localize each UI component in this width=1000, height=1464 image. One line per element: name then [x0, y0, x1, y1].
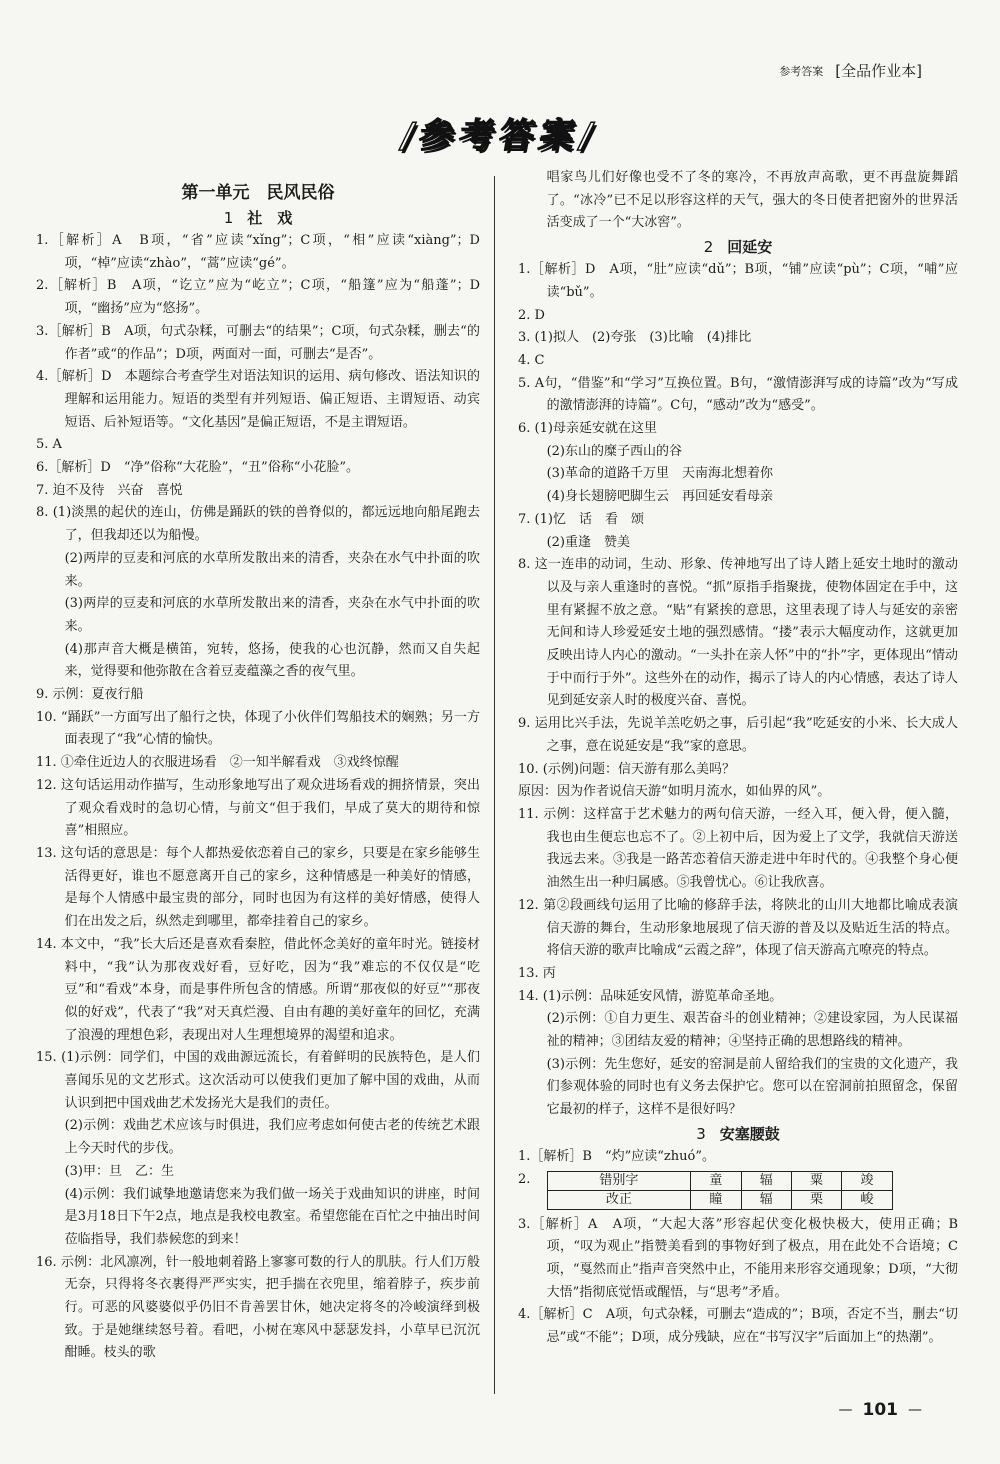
running-header — [779, 60, 922, 81]
answer-continued: 唱家鸟儿们好像也受不了冬的寒冷，不再放声高歌，更不再盘旋舞蹈了。“冰冷”已不足以形容这样的天气，强大的冬日使者把窗外的世界活活变成了一个“大冰窖”。 — [546, 170, 958, 231]
answer-item: 11. ①牵住近边人的衣服进场看 ②一知半解看戏 ③戏终惊醒 — [36, 755, 399, 771]
answer-item: 12. 这句话运用动作描写，生动形象地写出了观众进场看戏的拥挤情景，突出了观众看戏时的急切心情，与前文“但于我们，早成了莫大的期待和惊喜”相照应。 — [36, 777, 480, 839]
answer-item: (2)东山的糜子西山的谷 — [546, 443, 683, 459]
answer-item: 15. (1)示例：同学们，中国的戏曲源远流长，有着鲜明的民族特色，是人们喜闻乐见的文艺形式。这次活动可以使我们更加了解中国的戏曲，从而认识到把中国戏曲艺术发扬光大是我们的责任。 — [36, 1050, 480, 1111]
answer-item: 13. 丙 — [518, 965, 556, 981]
lesson-title: 1 社 戏 — [223, 209, 293, 227]
table-cell: 栗 — [791, 1190, 841, 1209]
lesson-title: 2 回延安 — [703, 238, 773, 257]
left-column — [36, 180, 480, 1365]
header-label: 参考答案 — [779, 64, 824, 78]
answer-item: 4. C — [518, 352, 545, 368]
lesson-title: 3 安塞腰鼓 — [696, 1124, 780, 1143]
answer-item: 12. 第②段画线句运用了比喻的修辞手法，将陕北的山川大地都比喻成表演信天游的舞台，生动形象地展现了信天游的普及以及贴近生活的特点。将信天游的歌声比喻成“云霞之辞”，体现了信天游高亢嘹亮的特点。 — [518, 897, 958, 959]
answer-item: 9. 运用比兴手法，先说羊羔吃奶之事，后引起“我”吃延安的小米、长大成人之事，意在说延安是“我”家的意思。 — [518, 716, 958, 754]
answer-list — [518, 1214, 958, 1350]
answer-item: 13. 这句话的意思是：每个人都热爱依恋着自己的家乡，只要是在家乡能够生活得更好，谁也不愿意离开自己的家乡，这种情感是一种美好的情感，是每个人情感中最宝贵的部分，同时也因为有这样的美好情感，使得人们在出发之后，纵然走到哪里，都牵挂着自己的家乡。 — [36, 845, 480, 930]
answer-list — [518, 259, 958, 1122]
column-divider — [494, 176, 495, 1394]
page-title — [0, 108, 1000, 157]
answer-item: 2. D — [518, 307, 545, 323]
table-cell: 错别字 — [547, 1171, 691, 1190]
answer-item: 3.［解析］A A项，“大起大落”形容起伏变化极快极大，使用正确；B项，“叹为观止”指赞美看到的事物好到了极点，用在此处不合语境；C项，“戛然而止”指声音突然中止，不能用来形容交通现象；D项，“大彻大悟”指彻底觉悟或醒悟，与“思考”矛盾。 — [518, 1216, 958, 1300]
table-cell: 竣 — [842, 1171, 892, 1190]
answer-item: 5. A — [36, 437, 62, 453]
table-cell: 粟 — [791, 1171, 841, 1190]
answer-list — [518, 1146, 958, 1169]
unit-title: 第一单元 民风民俗 — [181, 183, 335, 203]
answer-item: 7. (1)忆 话 看 颂 — [518, 511, 644, 527]
answer-item: 8. 这一连串的动词，生动、形象、传神地写出了诗人踏上延安土地时的激动以及与亲人重逢时的喜悦。“抓”原指手指聚拢，使物体固定在手中，这里有紧握不放之意。“贴”有紧挨的意思，这里表现了诗人与延安的亲密无间和诗人珍爱延安土地的强烈感情。“搂”表示大幅度动作，这就更加反映出诗人内心的激动。“一头扑在亲人怀”中的“扑”字，更体现出“情动于中而行于外”。这些外在的动作，揭示了诗人的内心情感，表达了诗人见到延安亲人时的极度兴奋、喜悦。 — [518, 557, 958, 709]
answer-item: (2)两岸的豆麦和河底的水草所发散出来的清香，夹杂在水气中扑面的吹来。 — [64, 550, 480, 589]
answer-item: (4)示例：我们诚挚地邀请您来为我们做一场关于戏曲知识的讲座，时间是3月18日下午2点，地点是我校电教室。希望您能在百忙之中抽出时间莅临指导，我们恭候您的到来！ — [64, 1186, 480, 1247]
answer-item: 14. (1)示例：品味延安风情，游览革命圣地。 — [518, 988, 783, 1004]
answer-item: 2.［解析］B A项，“讫立”应为“屹立”；C项，“船篷”应为“船蓬”；D项，“幽扬”应为“悠扬”。 — [36, 278, 480, 317]
header-brand: [全品作业本] — [835, 62, 922, 80]
page-number: — 101 — — [838, 1400, 922, 1420]
right-column — [518, 167, 958, 1350]
answer-item: 5. A句，“借鉴”和“学习”互换位置。B句，“激情澎湃写成的诗篇”改为“写成的激情澎湃的诗篇”。C句，“感动”改为“感受”。 — [518, 375, 958, 414]
answer-item: 原因：因为作者说信天游“如明月流水，如仙界的风”。 — [518, 784, 831, 800]
answer-item: (3)示例：先生您好，延安的窑洞是前人留给我们的宝贵的文化遗产，我们参观体验的同时也有义务去保护它。您可以在窑洞前拍照留念，保留它最初的样子，这样不是很好吗？ — [546, 1056, 958, 1118]
answer-list — [36, 230, 480, 1365]
answer-item: 3. (1)拟人 (2)夸张 (3)比喻 (4)排比 — [518, 330, 752, 346]
table-cell: 辐 — [741, 1171, 791, 1190]
answer-item: 7. 迫不及待 兴奋 喜悦 — [36, 482, 183, 498]
table-row — [547, 1171, 892, 1190]
table-cell: 辐 — [741, 1190, 791, 1209]
answer-item: 6. (1)母亲延安就在这里 — [518, 421, 657, 437]
answer-item: 9. 示例：夏夜行船 — [36, 687, 144, 703]
table-cell: 峻 — [842, 1190, 892, 1209]
answer-item: (3)甲：旦 乙：生 — [64, 1163, 175, 1179]
table-row — [547, 1190, 892, 1209]
answer-item: 4.［解析］D 本题综合考查学生对语法知识的运用、病句修改、语法知识的理解和运用能力。短语的类型有并列短语、偏正短语、主谓短语、动宾短语、后补短语等。“文化基因”是偏正短语，不是主谓短语。 — [36, 369, 480, 430]
answer-item: (2)重逢 赞美 — [546, 534, 631, 550]
table-cell: 童 — [691, 1171, 741, 1190]
answer-item: (4)身长翅膀吧脚生云 再回延安看母亲 — [546, 489, 774, 505]
answer-item: 11. 示例：这样富于艺术魅力的两句信天游，一经入耳，便入骨，便入髓，我也由生便忘也忘不了。②上初中后，因为爱上了文学，我就信天游送我远去来。③我是一路苦恋着信天游走进中年时代的。④我整个身心便油然生出一种归属感。⑤我曾忧心。⑥让我欣喜。 — [518, 806, 958, 891]
answer-item: (3)两岸的豆麦和河底的水草所发散出来的清香，夹杂在水气中扑面的吹来。 — [64, 596, 480, 634]
answer-item: 4.［解析］C A项，句式杂糅，可删去“造成的”；B项，否定不当，删去“切忌”或“不能”；D项，成分残缺，应在“书写汉字”后面加上“的热潮”。 — [518, 1307, 958, 1346]
answer-item: (3)革命的道路千万里 天南海北想着你 — [546, 466, 774, 482]
answer-item: 14. 本文中，“我”长大后还是喜欢看秦腔，借此怀念美好的童年时光。链接材料中，“我”认为那夜戏好看，豆好吃，因为“我”难忘的不仅仅是“吃豆”和“看戏”本身，而是事件所包含的情感。所谓“那夜似的好豆”“那夜似的好戏”，代表了“我”对天真烂漫、自由有趣的美好童年的回忆，充满了浪漫的理想色彩，表现出对人生理想境界的渴望和追求。 — [36, 936, 480, 1043]
answer-item: 1.［解析］B “灼”应读“zhuó”。 — [518, 1148, 715, 1164]
answer-item: 8. (1)淡黑的起伏的连山，仿佛是踊跃的铁的兽脊似的，都远远地向船尾跑去了，但我却还以为船慢。 — [36, 505, 480, 544]
correction-table — [547, 1171, 893, 1210]
answer-item: (2)示例：①自力更生、艰苦奋斗的创业精神；②建设家园，为人民谋福祉的精神；③团结友爱的精神；④坚持正确的思想路线的精神。 — [546, 1011, 958, 1050]
answer-item: 10. (示例)问题：信天游有那么美吗？ — [518, 761, 735, 777]
answer-item: (4)那声音大概是横笛，宛转，悠扬，使我的心也沉静，然而又自失起来，觉得要和他弥散在含着豆麦蕴藻之香的夜气里。 — [64, 641, 480, 680]
answer-item: 1.［解析］D A项，“肚”应读“dǔ”；B项，“铺”应读“pù”；C项，“哺”应读“bǔ”。 — [518, 262, 958, 300]
answer-table-item: 2. 错别字 童 辐 粟 竣 改正 瞳 辐 栗 峻 — [518, 1169, 958, 1214]
table-cell: 改正 — [547, 1190, 691, 1209]
page-title-text: /参考答案/ — [397, 116, 602, 156]
answer-item: 16. 示例：北风凛冽，针一般地刺着路上寥寥可数的行人的肌肤。行人们万般无奈，只得将冬衣裹得严严实实，把手揣在衣兜里，缩着脖子，疾步前行。可恶的风婆婆似乎仍旧不肯善罢甘休，她决定将冬的冷峻演绎到极致。于是她继续怒号着。看吧，小树在寒风中瑟瑟发抖，小草早已沉沉酣睡。枝头的歌 — [36, 1254, 480, 1361]
answer-item: (2)示例：戏曲艺术应该与时俱进，我们应考虑如何使古老的传统艺术跟上今天时代的步伐。 — [64, 1118, 480, 1157]
answer-item: 10. “踊跃”一方面写出了船行之快，体现了小伙伴们驾船技术的娴熟；另一方面表现了“我”心情的愉快。 — [36, 709, 480, 748]
answer-item: 6.［解析］D “净”俗称“大花脸”，“丑”俗称“小花脸”。 — [36, 460, 359, 476]
answer-item: 1.［解析］A B项，“省”应读“xǐng”；C项，“相”应读“xiàng”；D项，“棹”应读“zhào”，“蒿”应读“gé”。 — [36, 233, 480, 271]
table-cell: 瞳 — [691, 1190, 741, 1209]
answer-item: 3.［解析］B A项，句式杂糅，可删去“的结果”；C项，句式杂糅，删去“的作者”或“的作品”；D项，两面对一面，可删去“是否”。 — [36, 323, 480, 362]
